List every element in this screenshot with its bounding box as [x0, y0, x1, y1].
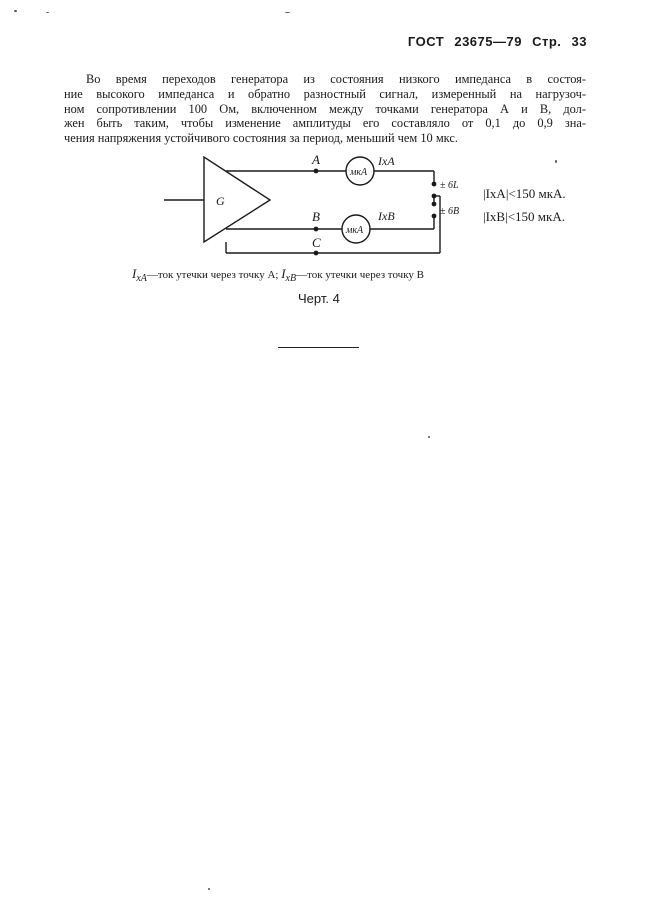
voltage-top-label: ± 6L	[440, 180, 459, 191]
node-a	[314, 169, 319, 174]
legend-limit-a: |IxA|<150 мкА.	[483, 186, 566, 201]
body-paragraph	[64, 72, 586, 146]
standard-number: 23675—79	[454, 34, 522, 49]
current-a-label: IxA	[378, 154, 395, 168]
paragraph-line: жен быть таким, чтобы изменение амплитуды его составляло от 0,1 до 0,9 зна-	[64, 116, 586, 131]
meter-b-label: мкА	[346, 225, 364, 236]
caption-ia-subscript: xA	[136, 273, 147, 285]
source-mid-terminal-1	[432, 194, 437, 199]
paragraph-line: чения напряжения устойчивого состояния за период, меньший чем 10 мкс.	[64, 131, 458, 146]
point-c-label: C	[312, 235, 321, 250]
scan-speck	[285, 12, 290, 13]
legend-limit-b: |IxB|<150 мкА.	[483, 209, 565, 224]
caption-ib-symbol: I	[281, 266, 286, 281]
scan-speck	[428, 436, 430, 438]
node-b	[314, 227, 319, 232]
generator-label: G	[216, 194, 225, 208]
current-b-label: IxB	[378, 209, 395, 223]
standard-name: ГОСТ	[407, 34, 445, 49]
paragraph-line: Во время переходов генератора из состояния низкого импеданса в состоя-	[86, 72, 586, 86]
caption-ia-symbol: I	[132, 266, 137, 281]
meter-a-label: мкА	[350, 167, 368, 178]
scan-speck	[14, 10, 17, 12]
scan-speck	[555, 160, 557, 163]
circuit-diagram	[150, 150, 460, 262]
source-bottom-terminal	[432, 214, 437, 219]
scan-speck	[208, 888, 210, 890]
caption-ib-text: —ток утечки через точку B	[296, 269, 424, 281]
page-label: Стр.	[532, 34, 562, 49]
figure-label: Черт. 4	[298, 291, 340, 306]
figure-caption	[132, 266, 424, 284]
page-header	[408, 34, 587, 49]
source-top-terminal	[432, 182, 437, 187]
point-b-label: B	[312, 209, 320, 224]
paragraph-line: ном сопротивлении 100 Ом, включенном между точками генератора А и В, дол-	[64, 101, 586, 116]
separator-rule	[278, 347, 359, 348]
source-mid-terminal-2	[432, 202, 437, 207]
caption-ib-subscript: xB	[285, 273, 297, 285]
paragraph-line: ние высокого импеданса и обратно разностный сигнал, измеренный на нагрузоч-	[64, 86, 586, 101]
point-a-label: A	[312, 152, 320, 167]
caption-ia-text: —ток утечки через точку A;	[146, 269, 279, 281]
voltage-bottom-label: ± 6B	[440, 206, 460, 217]
page-number: 33	[571, 34, 587, 49]
scan-speck	[46, 12, 49, 13]
node-c	[314, 251, 319, 256]
